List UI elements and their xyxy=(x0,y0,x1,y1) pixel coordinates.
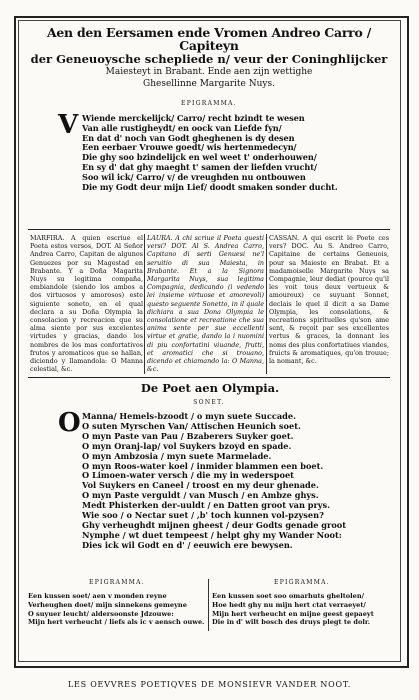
epigram-divider xyxy=(208,579,209,631)
sonnet-line: Medt Phisterken der-uuldt / en Datten groot van prys. xyxy=(82,500,331,511)
epigram-left-line: Verheughen doet/ mijn sinnekens gemeyne xyxy=(28,600,187,609)
heading-line-4: Ghesellinne Margarite Nuys. xyxy=(143,79,275,89)
running-footer: LES OEVVRES POETIQVES DE MONSIEVR VANDER NOOT. xyxy=(67,680,352,689)
sonnet-line: O myn Paste van Pau / Bzaberers Suyker goet. xyxy=(82,430,294,441)
heading-line-2: der Geneuoysche schepliede n/ veur der Coninghlijcker xyxy=(30,52,388,66)
sonnet-line: O Limoen-water versch / die my in wederspoet xyxy=(82,470,294,481)
poem-initial: V xyxy=(58,110,79,140)
sonnet-poem xyxy=(58,408,392,551)
epigram-left-line: O suyuer leucht/ aldersoonste Jdzouwe: xyxy=(28,609,174,618)
sonnet-line: Dies ick wil Godt en d' / eeuwich ere bewysen. xyxy=(82,539,293,550)
section-divider xyxy=(28,229,390,230)
sonnet-label: SONET. xyxy=(193,399,225,406)
italian-column: LAURA. A chi scriue il Poeta questi versi? DOT. Al S. Andrea Carro, Capitano di serti Genuesi ne'l seruitio di sua Maiesta, in Brabante. Et a la Signora Margarita Nuys, sua legitima Compagnia, dedicando (i vedendo lei insieme virtuose et amorevoli) questo seguente Sonetto, in il quale dichiara a sua Dona Olympia le consolatione et recreatione che sua anima sente per sue eccellenti virtue et gratie, dando la i nuomini di piu confortatini viuande, frutti, et aromatici che si trouano, dicendo et chiamando la: O Manna, &c. xyxy=(147,234,264,374)
epigram-poem xyxy=(58,110,382,192)
sonnet-line: O myn Paste verguldt / van Musch / en Ambze ghys. xyxy=(82,490,319,501)
poem-line: En sy d' dat ghy maeght t' samen der liefden vrucht/ xyxy=(82,161,317,172)
poem-line: Die ghy soo bzindelijck en wel weet t' onderhouwen/ xyxy=(82,152,317,163)
poem-line: En dat d' noch van Godt gheghenen is dy desen xyxy=(82,132,295,143)
epigram-left-line: Een kussen soet/ aen v monden reyne xyxy=(28,592,167,600)
sonnet-line: O myn Roos-water koel / inmider blammen een boet. xyxy=(82,460,324,471)
dedication-heading xyxy=(28,26,390,90)
spanish-column: MARFIRA. A quien escriue el Poeta estos versos, DOT. Al Señor Andrea Carro, Capitan de algunos Genuezes por su Magestad en Brabante. Y a Doña Magarita Nuys su legitima compaña, embiandole (siendo los ambos a dos virtuosos y amorosos) este siguiente soneto, en el qual declara a su Doña Olympia la consolacion y recreacion que su alma siente por sus excelentes virtudes y gracias, dando los nombres de los mas confortativos frutos y aromaticos que se hallan, diciendo y llamandola: O Manna celestial, &c. xyxy=(30,234,143,374)
epigram-right-line: Een kussen soet soo omarhuts gheltolen/ xyxy=(212,592,365,600)
sonnet-initial: O xyxy=(58,408,81,438)
poem-line: Wiende merckelijck/ Carro/ recht bzindt te wesen xyxy=(82,113,305,123)
sonnet-line: Manna/ Hemels-bzoodt / o myn suete Succade. xyxy=(82,411,296,421)
poem-line: Een eerbaer Vrouwe goedt/ wis hertenmedecyn/ xyxy=(82,142,297,153)
sonnet-line: Vol Suykers en Caneel / troost en my deur ghenade. xyxy=(82,480,319,491)
sonnet-line: Wie soo / o Nectar suet / ,b' toch kunnen vol-pzysen? xyxy=(82,510,324,521)
sonnet-line: O myn Ambzosia / myn suete Marmelade. xyxy=(82,450,272,461)
epigram-right-line: Hoe hedt ghy nu mijn hert ctat verraeyet/ xyxy=(212,600,366,609)
epigram-left xyxy=(28,592,206,627)
column-divider xyxy=(144,234,145,374)
heading-line-3: Maiesteyt in Brabant. Ende aen zijn wettighe xyxy=(105,67,313,77)
column-divider xyxy=(266,234,267,374)
french-column: CASSAN. A qui escrit le Poete ces vers? DOC. Au S. Andreo Carro, Capitaine de certains Geneuois, pour sa Maieste en Brabat. Et a madamoiselle Margarite Nuys sa Compagnie, leur dediat (pource qu'il les voit tous deux vertueux & amoureux) ce suyuant Sonnet, declais le quel il dicit a sa Dame Olympia, les consolations, & recreations spirituelles qu'son ame sent, & reçoit par ses excellentes vertus & graces, la donnant les noms des plus confortatiues viandes, fruicts & aromatiques, qu'on trouue; la nomant, &c. xyxy=(269,234,389,366)
epigram-left-label: EPIGRAMMA. xyxy=(89,579,145,586)
sonnet-line: Nymphe / wt duet tempeest / helpt ghy my Wander Noot: xyxy=(82,529,342,540)
epigram-left-line: Mijn hert verheucht / liefs als ic v aensch ouwe. xyxy=(28,618,205,627)
sonnet-line: Ghy verheughdt mijnen gheest / deur Godts genade groot xyxy=(82,519,347,530)
section-divider xyxy=(28,377,390,378)
sonnet-title: De Poet aen Olympia. xyxy=(140,381,280,395)
epigram-right-line: Die in d' wilt bosch des druys plegt te dolr. xyxy=(212,618,371,627)
poem-line: Van alle rustigheydt/ en oock van Liefde fyn/ xyxy=(82,122,282,133)
sonnet-line: O myn Oranj-lap/ vol Suykers bzoyd en spade. xyxy=(82,440,292,451)
sonnet-line: O suten Myrschen Van/ Attischen Heunich soet. xyxy=(82,420,301,431)
poem-line: Die my Godt deur mijn Lief/ doodt smaken sonder ducht. xyxy=(82,181,338,192)
epigramma-label: EPIGRAMMA. xyxy=(181,100,237,107)
epigram-right xyxy=(212,592,392,627)
epigram-right-label: EPIGRAMMA. xyxy=(274,579,330,586)
heading-line-1: Aen den Eersamen ende Vromen Andreo Carro / Capiteyn xyxy=(46,25,372,53)
epigram-right-line: Mijn hert verheucht en mijne geest gepaeyt xyxy=(212,609,374,618)
poem-line: Soo wil ick/ Carro/ v/ de vreughden nu ontbouwen xyxy=(82,171,306,182)
